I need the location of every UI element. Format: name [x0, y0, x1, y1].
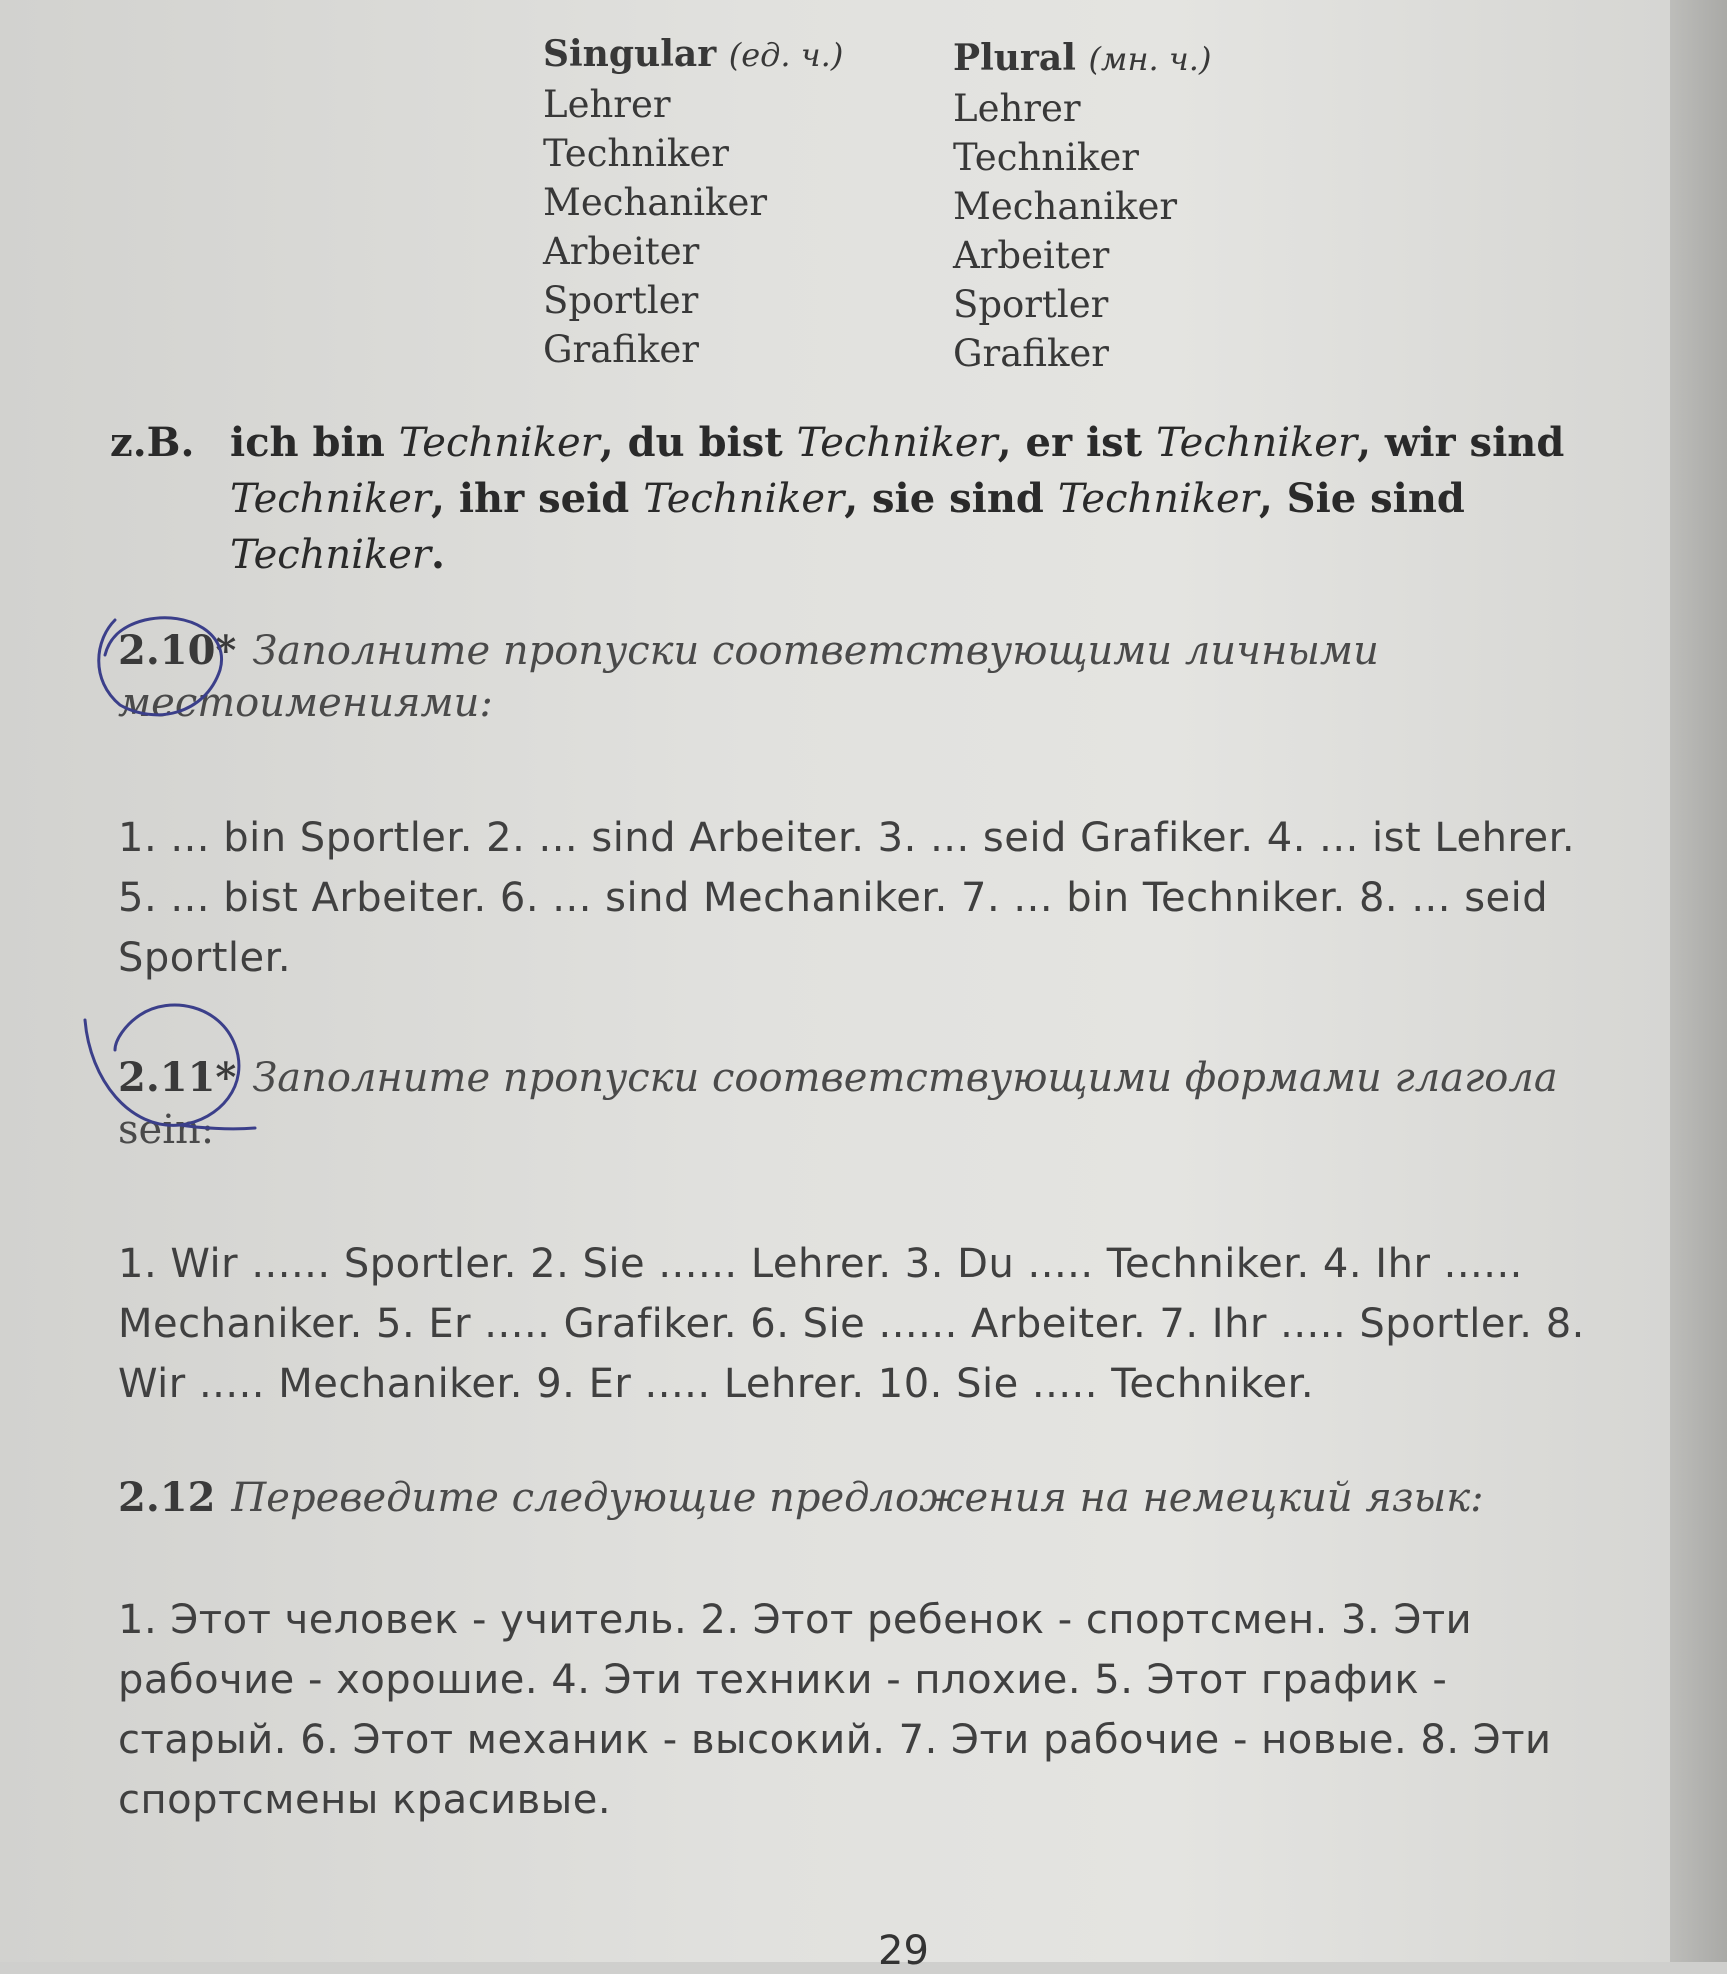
- plural-word: Arbeiter: [953, 234, 1110, 277]
- task-instruction: Переведите следующие предложения на немецкий язык:: [231, 1475, 1484, 1521]
- singular-word: Techniker: [543, 132, 729, 175]
- plural-word: Lehrer: [953, 87, 1081, 130]
- example-block: [110, 415, 1570, 578]
- plural-column: [953, 34, 1211, 378]
- example-noun: Techniker: [230, 532, 431, 578]
- example-segment: , Sie sind: [1258, 475, 1465, 522]
- example-segment: , er ist: [997, 419, 1157, 466]
- plural-word: Grafiker: [953, 332, 1109, 375]
- page-number: 29: [878, 1928, 929, 1974]
- task-instruction: Заполните пропуски соответствующими формами глагола: [252, 1055, 1558, 1101]
- plural-header: Plural (мн. ч.): [953, 37, 1212, 79]
- example-segment: , du bist: [599, 419, 797, 466]
- example-noun: Techniker: [796, 420, 998, 466]
- example-text: [230, 415, 1580, 583]
- singular-word: Grafiker: [543, 328, 699, 371]
- task-2-10-exercise: 1. ... bin Sportler. 2. ... sind Arbeiter. 3. ... seid Grafiker. 4. ... ist Lehrer. 5. ... bist Arbeiter. 6. ... sind Mechaniker. 7. ... bin Techniker. 8. ... seid Sportler.: [118, 815, 1576, 981]
- plural-word: Techniker: [953, 136, 1139, 179]
- task-2-10-heading: [118, 625, 1568, 729]
- task-2-11-exercise: 1. Wir ...... Sportler. 2. Sie ...... Lehrer. 3. Du ..... Techniker. 4. Ihr ...... Mechaniker. 5. Er ..... Grafiker. 6. Sie ...... Arbeiter. 7. Ihr ..... Sportler. 8. Wir ..... Mechaniker. 9. Er ..... Lehrer. 10. Sie ..... Techniker.: [118, 1241, 1585, 1407]
- task-instruction: Заполните пропуски соответствующими личными местоимениями:: [118, 628, 1379, 726]
- singular-note: (ед. ч.): [728, 36, 844, 74]
- singular-header: Singular (ед. ч.): [543, 33, 844, 75]
- task-number: 2.10*: [118, 627, 237, 674]
- example-segment: .: [431, 531, 445, 578]
- example-noun: Techniker: [1057, 476, 1259, 522]
- example-segment: , wir sind: [1357, 419, 1565, 466]
- page-edge-shadow: [1670, 0, 1727, 1962]
- example-segment: , ihr seid: [431, 475, 644, 522]
- singular-word: Mechaniker: [543, 181, 768, 224]
- example-segment: ich bin: [230, 419, 399, 466]
- example-noun: Techniker: [1156, 420, 1358, 466]
- singular-word: Arbeiter: [543, 230, 700, 273]
- task-number: 2.12: [118, 1474, 216, 1521]
- task-instruction-verb: sein:: [118, 1107, 215, 1153]
- singular-word: Lehrer: [543, 83, 671, 126]
- singular-word: Sportler: [543, 279, 699, 322]
- task-number: 2.11*: [118, 1054, 237, 1101]
- singular-column: [543, 30, 843, 374]
- plural-word: Sportler: [953, 283, 1109, 326]
- task-2-12-heading: [118, 1472, 1568, 1524]
- example-noun: Techniker: [398, 420, 600, 466]
- task-2-12-exercise: 1. Этот человек - учитель. 2. Этот ребенок - спортсмен. 3. Эти рабочие - хорошие. 4. Эти техники - плохие. 5. Этот график - старый. 6. Этот механик - высокий. 7. Эти рабочие - новые. 8. Эти спортсмены красивые.: [118, 1597, 1552, 1823]
- example-noun: Techniker: [230, 476, 431, 522]
- example-label: z.B.: [110, 419, 195, 466]
- task-2-11-heading: [118, 1052, 1568, 1156]
- example-noun: Techniker: [643, 476, 845, 522]
- plural-word: Mechaniker: [953, 185, 1178, 228]
- plural-note: (мн. ч.): [1088, 40, 1212, 78]
- example-segment: , sie sind: [844, 475, 1058, 522]
